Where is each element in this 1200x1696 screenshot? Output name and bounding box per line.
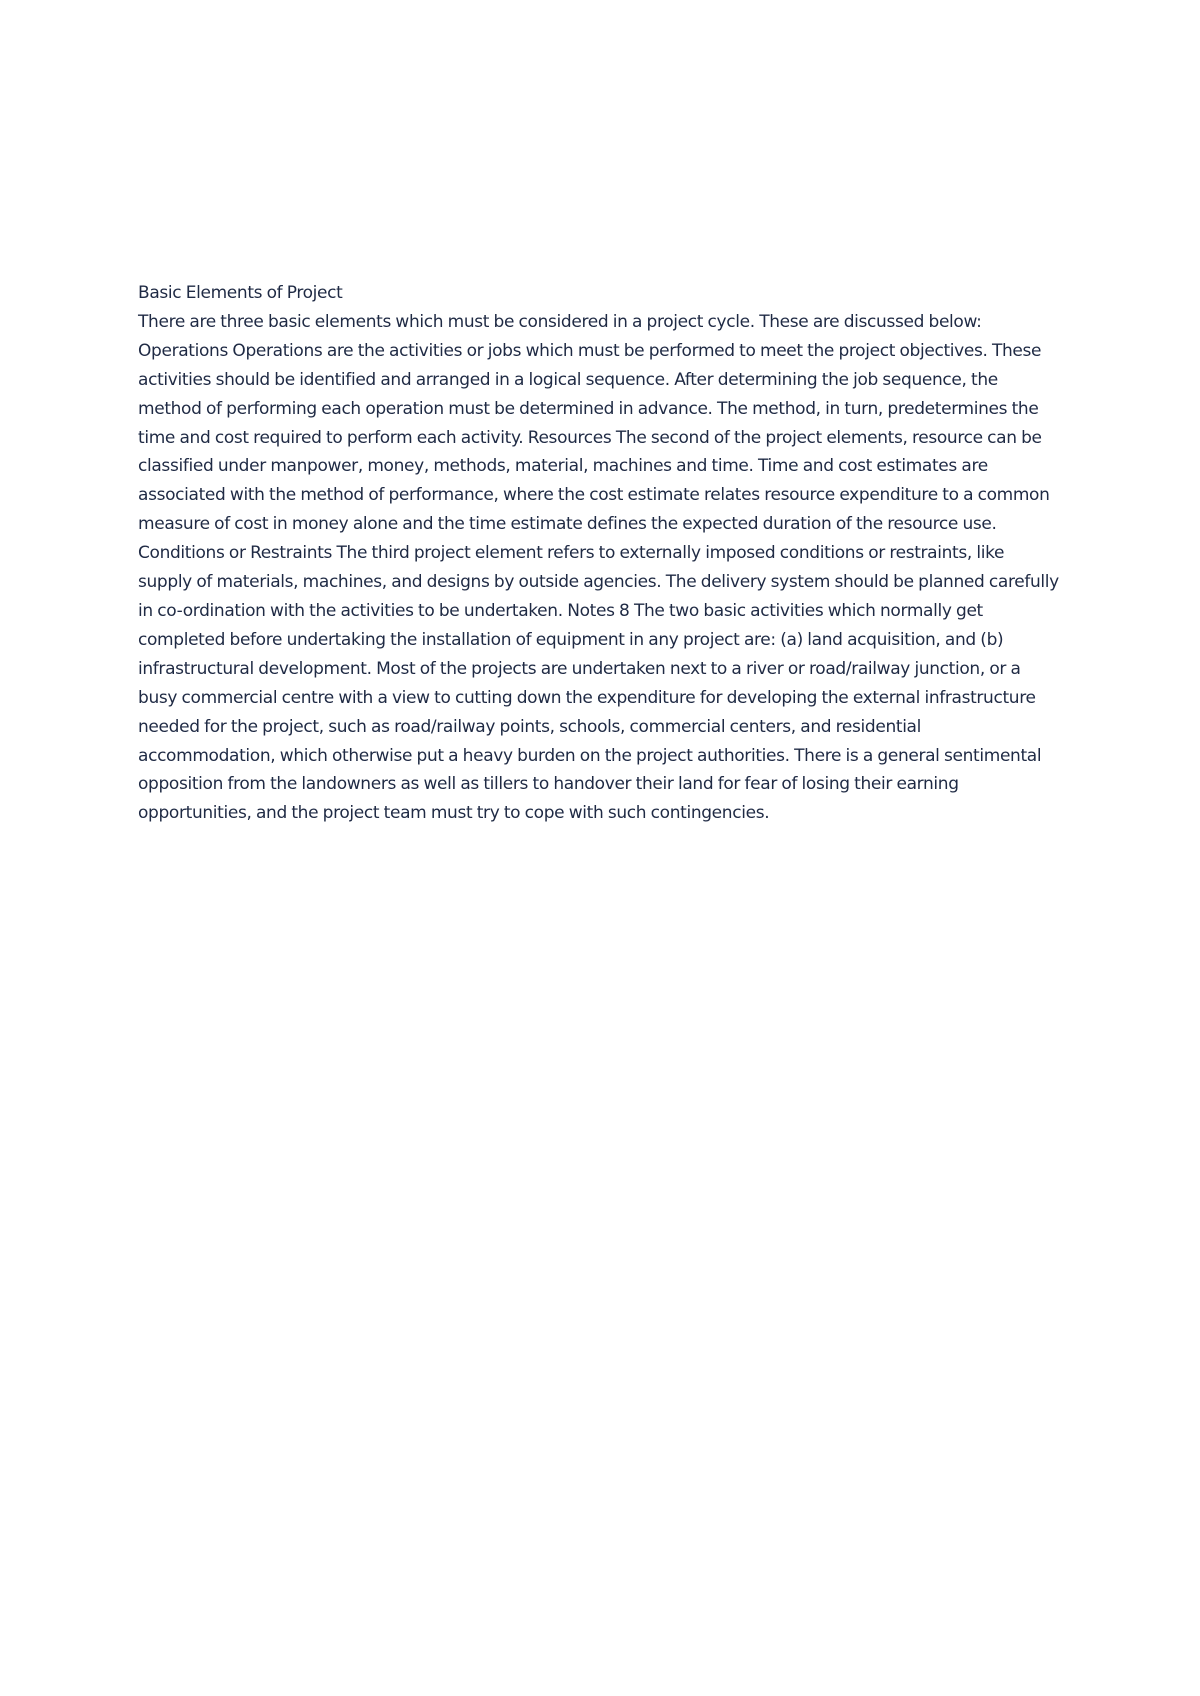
paragraph-line: activities should be identified and arranged in a logical sequence. After determining the job sequence, the xyxy=(138,369,998,390)
paragraph-line: There are three basic elements which must be considered in a project cycle. These are discussed below: xyxy=(138,311,982,332)
paragraph-line: classified under manpower, money, methods, material, machines and time. Time and cost estimates are xyxy=(138,456,988,477)
paragraph-line: supply of materials, machines, and designs by outside agencies. The delivery system should be planned carefully xyxy=(138,572,1059,593)
paragraph-line: measure of cost in money alone and the time estimate defines the expected duration of the resource use. xyxy=(138,514,997,535)
document-body xyxy=(138,279,1098,828)
paragraph-line: in co-ordination with the activities to be undertaken. Notes 8 The two basic activities which normally get xyxy=(138,600,983,621)
paragraph-line: time and cost required to perform each activity. Resources The second of the project elements, resource can be xyxy=(138,427,1042,448)
paragraph-line: accommodation, which otherwise put a heavy burden on the project authorities. There is a general sentimental xyxy=(138,745,1042,766)
paragraph-line: method of performing each operation must be determined in advance. The method, in turn, predetermines the xyxy=(138,398,1039,419)
paragraph-line: needed for the project, such as road/railway points, schools, commercial centers, and residential xyxy=(138,716,922,737)
paragraph-line: opportunities, and the project team must try to cope with such contingencies. xyxy=(138,803,770,824)
paragraph-line: associated with the method of performance, where the cost estimate relates resource expenditure to a common xyxy=(138,485,1050,506)
paragraph-line: completed before undertaking the installation of equipment in any project are: (a) land acquisition, and (b) xyxy=(138,629,1004,650)
paragraph-line: busy commercial centre with a view to cutting down the expenditure for developing the external infrastructure xyxy=(138,687,1036,708)
paragraph-line: Operations Operations are the activities or jobs which must be performed to meet the project objectives. These xyxy=(138,340,1042,361)
paragraph-line: Conditions or Restraints The third project element refers to externally imposed conditions or restraints, like xyxy=(138,543,1005,564)
paragraph-line: opposition from the landowners as well as tillers to handover their land for fear of losing their earning xyxy=(138,774,959,795)
document-title: Basic Elements of Project xyxy=(138,283,343,303)
paragraph-line: infrastructural development. Most of the projects are undertaken next to a river or road/railway junction, or a xyxy=(138,658,1021,679)
